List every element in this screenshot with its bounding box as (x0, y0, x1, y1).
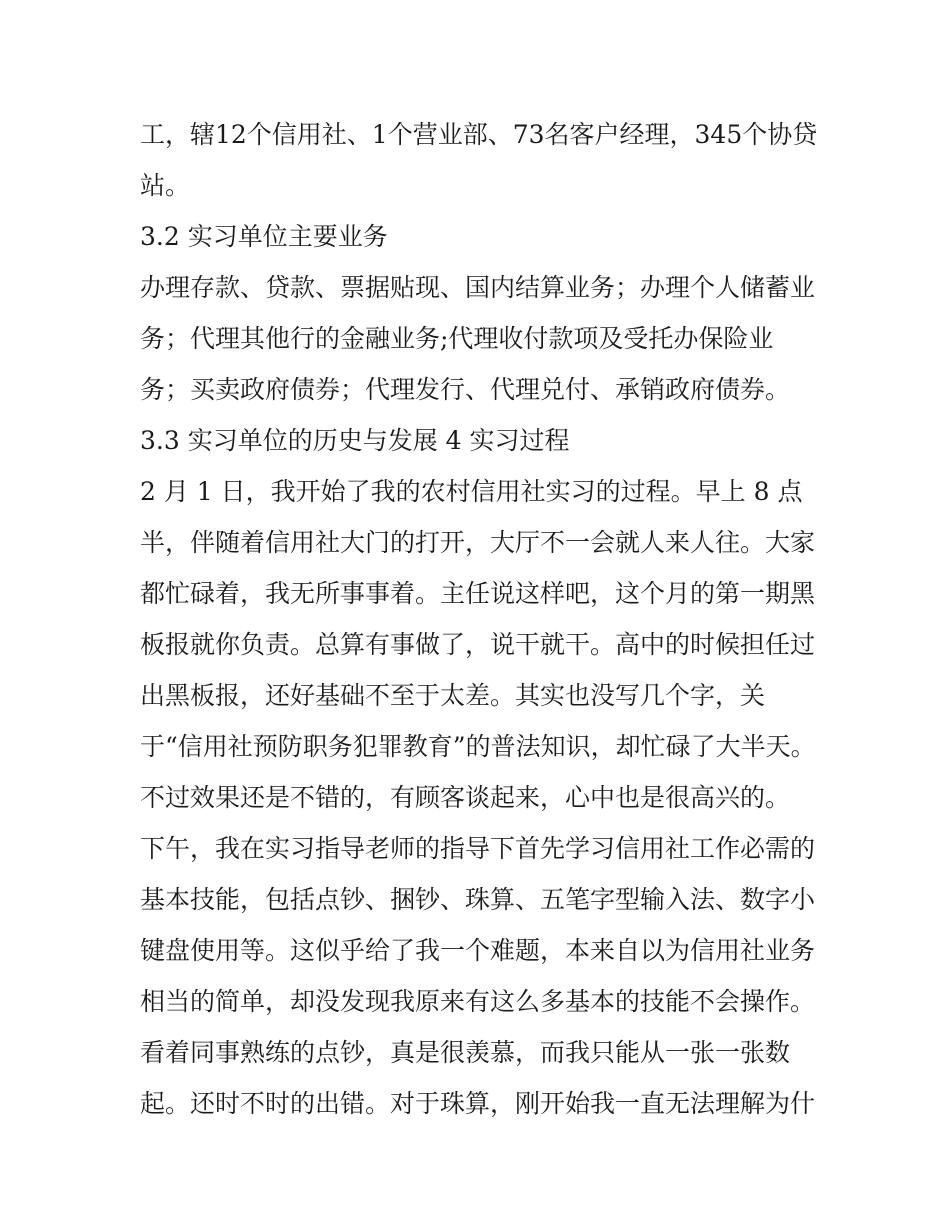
section-heading: 3.2 实习单位主要业务 (140, 222, 388, 251)
text-line: 板报就你负责。总算有事做了，说干就干。高中的时候担任过 (140, 630, 816, 659)
text-line: 办理存款、贷款、票据贴现、国内结算业务；办理个人储蓄业 (140, 273, 816, 302)
text-line: 于“信用社预防职务犯罪教育”的普法知识，却忙碌了大半天。 (140, 732, 816, 761)
text-line: 键盘使用等。这似乎给了我一个难题，本来自以为信用社业务 (140, 936, 816, 965)
text-line: 基本技能，包括点钞、捆钞、珠算、五笔字型输入法、数字小 (140, 885, 816, 914)
text-line: 站。 (140, 171, 191, 200)
text-line: 2 月 1 日，我开始了我的农村信用社实习的过程。早上 8 点 (140, 477, 803, 506)
text-line: 务；买卖政府债券；代理发行、代理兑付、承销政府债券。 (140, 375, 791, 404)
text-line: 务；代理其他行的金融业务;代理收付款项及受托办保险业 (140, 324, 774, 353)
text-line: 都忙碌着，我无所事事着。主任说这样吧，这个月的第一期黑 (140, 579, 816, 608)
text-line: 工，辖12个信用社、1个营业部、73名客户经理，345个协贷 (140, 120, 818, 149)
text-line: 下午，我在实习指导老师的指导下首先学习信用社工作必需的 (140, 834, 816, 863)
text-line: 起。还时不时的出错。对于珠算，刚开始我一直无法理解为什 (140, 1089, 816, 1118)
text-line: 不过效果还是不错的，有顾客谈起来，心中也是很高兴的。 (140, 783, 791, 812)
text-line: 出黑板报，还好基础不至于太差。其实也没写几个字，关 (140, 681, 766, 710)
text-line: 半，伴随着信用社大门的打开，大厅不一会就人来人往。大家 (140, 528, 816, 557)
text-line: 相当的简单，却没发现我原来有这么多基本的技能不会操作。 (140, 987, 816, 1016)
document-page (140, 109, 820, 1129)
text-line: 看着同事熟练的点钞，真是很羡慕，而我只能从一张一张数 (140, 1038, 791, 1067)
section-heading: 3.3 实习单位的历史与发展 4 实习过程 (140, 426, 570, 455)
